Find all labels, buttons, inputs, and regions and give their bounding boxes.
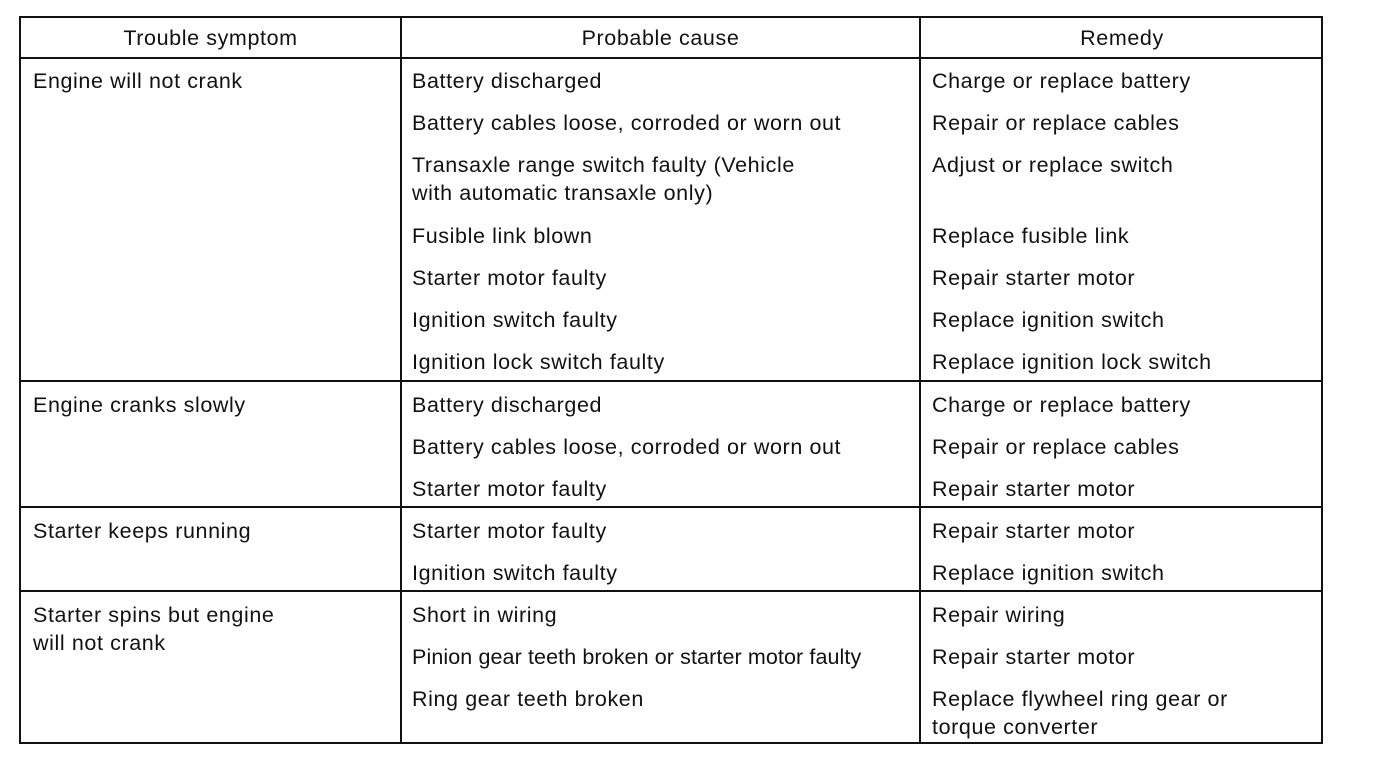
remedy-cell: Replace ignition switch: [932, 308, 1165, 332]
cause-cell: Short in wiring: [412, 603, 558, 627]
cause-cell: Ignition lock switch faulty: [412, 350, 665, 374]
symptom-cell: Starter spins but engine: [33, 603, 275, 627]
remedy-cell: Repair wiring: [932, 603, 1066, 627]
cause-cell: Starter motor faulty: [412, 266, 607, 290]
cause-cell: Battery discharged: [412, 393, 603, 417]
remedy-cell: Replace flywheel ring gear or: [932, 687, 1228, 711]
cause-cell: Ignition switch faulty: [412, 308, 618, 332]
remedy-cell: Repair starter motor: [932, 645, 1136, 669]
cause-cell: Fusible link blown: [412, 224, 593, 248]
remedy-cell-continued: torque converter: [932, 715, 1099, 739]
group-divider: [21, 380, 1321, 382]
remedy-cell: Replace ignition switch: [932, 561, 1165, 585]
cause-cell: Starter motor faulty: [412, 519, 607, 543]
header-probable-cause: Probable cause: [581, 26, 740, 50]
remedy-cell: Repair starter motor: [932, 519, 1136, 543]
cause-cell-continued: with automatic transaxle only): [412, 181, 714, 205]
remedy-cell: Charge or replace battery: [932, 393, 1191, 417]
header-trouble-symptom: Trouble symptom: [123, 26, 298, 50]
remedy-cell: Repair or replace cables: [932, 435, 1180, 459]
remedy-cell: Replace fusible link: [932, 224, 1130, 248]
symptom-cell: Starter keeps running: [33, 519, 252, 543]
cause-cell: Battery cables loose, corroded or worn out: [412, 111, 842, 135]
cause-cell: Battery discharged: [412, 69, 603, 93]
group-divider: [21, 590, 1321, 592]
remedy-cell: Repair starter motor: [932, 477, 1136, 501]
cause-cell: Pinion gear teeth broken or starter motor faulty: [412, 645, 862, 669]
cause-cell: Ignition switch faulty: [412, 561, 618, 585]
troubleshooting-table: [19, 16, 1323, 744]
group-divider: [21, 506, 1321, 508]
remedy-cell: Repair starter motor: [932, 266, 1136, 290]
cause-cell: Ring gear teeth broken: [412, 687, 644, 711]
remedy-cell: Charge or replace battery: [932, 69, 1191, 93]
symptom-cell: Engine cranks slowly: [33, 393, 246, 417]
remedy-cell: Repair or replace cables: [932, 111, 1180, 135]
symptom-cell: Engine will not crank: [33, 69, 243, 93]
remedy-cell: Replace ignition lock switch: [932, 350, 1212, 374]
header-remedy: Remedy: [1080, 26, 1164, 50]
symptom-cell-continued: will not crank: [33, 631, 166, 655]
cause-cell: Battery cables loose, corroded or worn out: [412, 435, 842, 459]
remedy-cell: Adjust or replace switch: [932, 153, 1174, 177]
cause-cell: Starter motor faulty: [412, 477, 607, 501]
cause-cell: Transaxle range switch faulty (Vehicle: [412, 153, 795, 177]
